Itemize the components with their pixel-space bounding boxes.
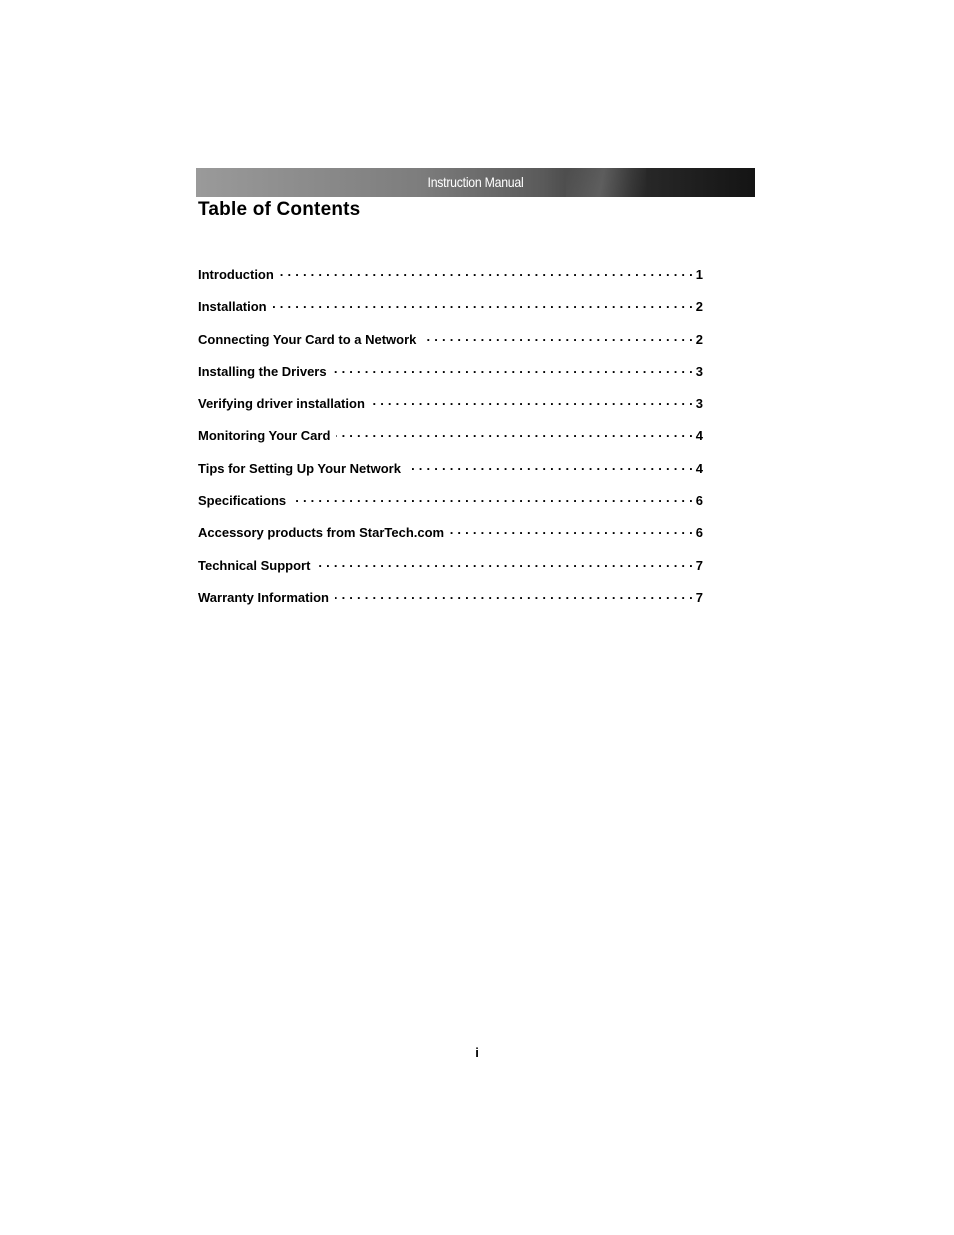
toc-entry-label: Accessory products from StarTech.com xyxy=(198,525,445,541)
toc-leader-dots xyxy=(407,458,693,473)
toc-entry-page: 4 xyxy=(695,460,703,476)
toc-entry-installation[interactable] xyxy=(198,296,703,328)
toc-entry-label: Technical Support xyxy=(198,557,311,573)
toc-entry-introduction[interactable] xyxy=(198,264,703,296)
toc-entry-label: Introduction xyxy=(198,267,274,282)
header-title: Instruction Manual xyxy=(427,174,524,190)
toc-leader-dots xyxy=(450,522,693,537)
toc-entry-label: Monitoring Your Card xyxy=(198,428,331,444)
header-banner xyxy=(196,168,755,197)
toc-entry-page: 2 xyxy=(695,331,703,347)
toc-entry-label: Verifying driver installation xyxy=(198,396,365,412)
toc-heading: Table of Contents xyxy=(198,199,361,220)
page-number: i xyxy=(475,1045,479,1060)
toc-entry-technical-support[interactable] xyxy=(198,555,703,587)
toc-entry-page: 4 xyxy=(695,428,703,444)
toc-entry-page: 1 xyxy=(695,267,703,282)
toc-leader-dots xyxy=(335,587,693,602)
toc-entry-label: Tips for Setting Up Your Network xyxy=(198,460,401,476)
toc-entry-installing-drivers[interactable] xyxy=(198,361,703,393)
toc-entry-page: 6 xyxy=(695,493,703,509)
toc-entry-tips-network[interactable] xyxy=(198,458,703,490)
toc-entry-connecting-card[interactable] xyxy=(198,329,703,361)
toc-list xyxy=(198,264,703,619)
toc-entry-accessory-products[interactable] xyxy=(198,522,703,554)
toc-entry-page: 3 xyxy=(695,363,703,379)
toc-leader-dots xyxy=(280,264,693,279)
toc-leader-dots xyxy=(292,490,693,505)
toc-entry-label: Installation xyxy=(198,299,267,315)
toc-leader-dots xyxy=(371,393,693,408)
toc-leader-dots xyxy=(422,329,692,344)
toc-entry-label: Connecting Your Card to a Network xyxy=(198,331,417,347)
toc-entry-label: Specifications xyxy=(198,493,287,509)
toc-entry-label: Installing the Drivers xyxy=(198,363,327,379)
toc-entry-page: 7 xyxy=(695,589,703,605)
toc-leader-dots xyxy=(273,296,693,311)
toc-entry-specifications[interactable] xyxy=(198,490,703,522)
toc-entry-page: 6 xyxy=(695,525,703,541)
toc-entry-label: Warranty Information xyxy=(198,589,329,605)
toc-entry-monitoring-card[interactable] xyxy=(198,425,703,457)
toc-leader-dots xyxy=(316,555,692,570)
toc-entry-page: 2 xyxy=(695,299,703,315)
toc-entry-page: 3 xyxy=(695,396,703,412)
toc-leader-dots xyxy=(333,361,693,376)
toc-entry-verifying-driver[interactable] xyxy=(198,393,703,425)
toc-entry-warranty-information[interactable] xyxy=(198,587,703,619)
toc-leader-dots xyxy=(336,425,692,440)
toc-entry-page: 7 xyxy=(695,557,703,573)
